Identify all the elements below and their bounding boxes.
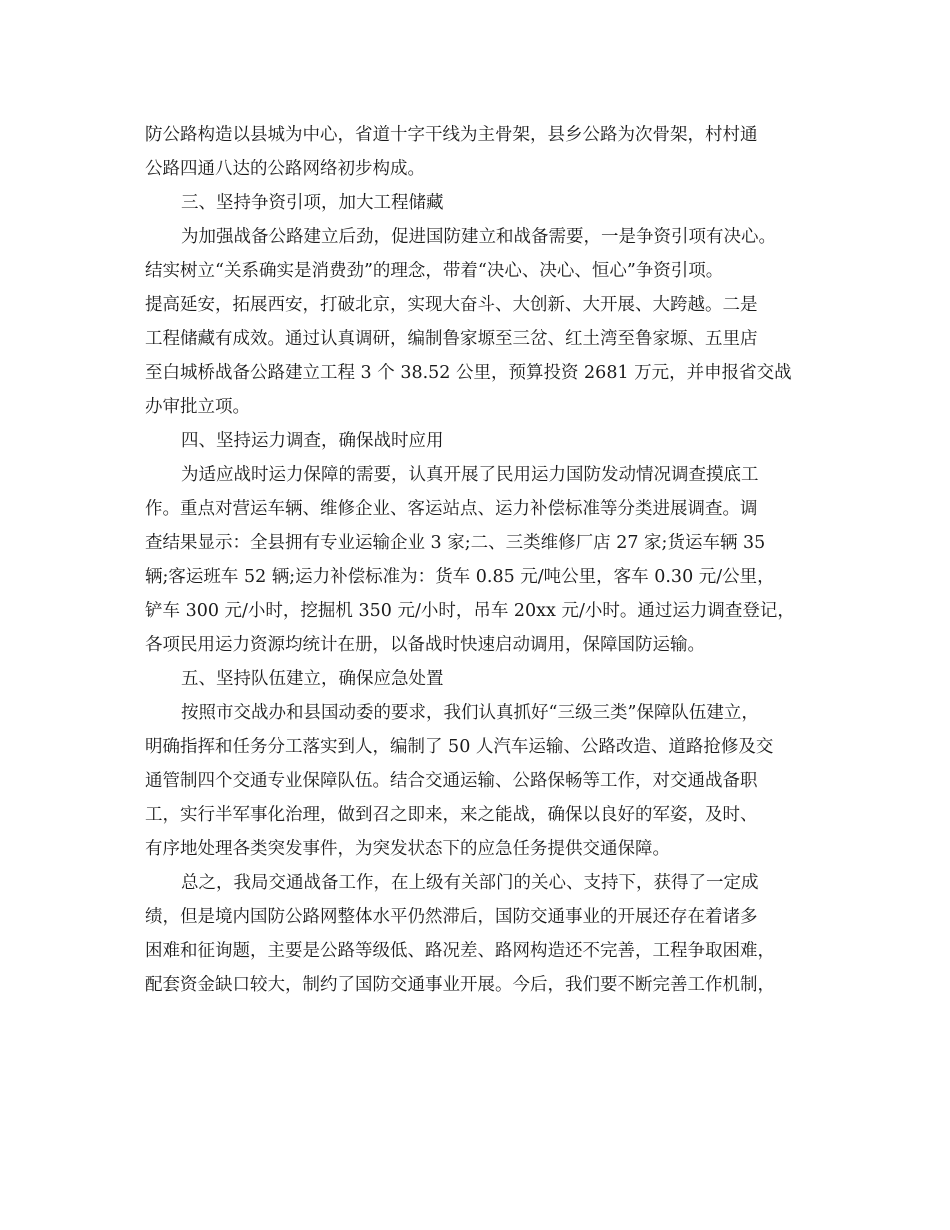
text-line: 通管制四个交通专业保障队伍。结合交通运输、公路保畅等工作，对交通战备职 <box>145 771 758 791</box>
text-line: 配套资金缺口较大，制约了国防交通事业开展。今后，我们要不断完善工作机制， <box>145 975 775 995</box>
paragraph-start-line: 四、坚持运力调查，确保战时应用 <box>181 431 444 451</box>
text-line: 作。重点对营运车辆、维修企业、客运站点、运力补偿标准等分类进展调查。调 <box>145 499 758 519</box>
text-line: 至白城桥战备公路建立工程 3 个 38.52 公里，预算投资 2681 万元，并申报省交战 <box>145 363 792 383</box>
text-line: 工程储藏有成效。通过认真调研，编制鲁家塬至三岔、红土湾至鲁家塬、五里店 <box>145 329 758 349</box>
paragraph-start-line: 三、坚持争资引项，加大工程储藏 <box>181 193 444 213</box>
text-line: 防公路构造以县城为中心，省道十字干线为主骨架，县乡公路为次骨架，村村通 <box>145 125 758 145</box>
text-line: 辆;客运班车 52 辆;运力补偿标准为：货车 0.85 元/吨公里，客车 0.30 元/公里， <box>145 567 775 587</box>
text-line: 查结果显示：全县拥有专业运输企业 3 家;二、三类维修厂店 27 家;货运车辆 35 <box>145 533 766 553</box>
text-line: 公路四通八达的公路网络初步构成。 <box>145 159 425 179</box>
text-line: 有序地处理各类突发事件，为突发状态下的应急任务提供交通保障。 <box>145 839 670 859</box>
text-line: 办审批立项。 <box>145 397 250 417</box>
text-line: 提高延安，拓展西安，打破北京，实现大奋斗、大创新、大开展、大跨越。二是 <box>145 295 758 315</box>
text-line: 困难和征询题，主要是公路等级低、路况差、路网构造还不完善，工程争取困难， <box>145 941 775 961</box>
paragraph-start-line: 五、坚持队伍建立，确保应急处置 <box>181 669 444 689</box>
text-line: 绩，但是境内国防公路网整体水平仍然滞后，国防交通事业的开展还存在着诸多 <box>145 907 758 927</box>
paragraph-start-line: 按照市交战办和县国动委的要求，我们认真抓好“三级三类”保障队伍建立， <box>181 703 759 723</box>
text-line: 各项民用运力资源均统计在册，以备战时快速启动调用，保障国防运输。 <box>145 635 705 655</box>
paragraph-start-line: 为适应战时运力保障的需要，认真开展了民用运力国防发动情况调查摸底工 <box>181 465 759 485</box>
text-line: 工，实行半军事化治理，做到召之即来，来之能战，确保以良好的军姿，及时、 <box>145 805 758 825</box>
text-line: 明确指挥和任务分工落实到人，编制了 50 人汽车运输、公路改造、道路抢修及交 <box>145 737 774 757</box>
paragraph-start-line: 为加强战备公路建立后劲，促进国防建立和战备需要，一是争资引项有决心。 <box>181 227 776 247</box>
paragraph-start-line: 总之，我局交通战备工作，在上级有关部门的关心、支持下，获得了一定成 <box>181 873 759 893</box>
text-line: 结实树立“关系确实是消费劲”的理念，带着“决心、决心、恒心”争资引项。 <box>145 261 724 281</box>
document-body <box>145 118 815 1002</box>
text-line: 铲车 300 元/小时，挖掘机 350 元/小时，吊车 20xx 元/小时。通过运力调查登记， <box>145 601 795 621</box>
